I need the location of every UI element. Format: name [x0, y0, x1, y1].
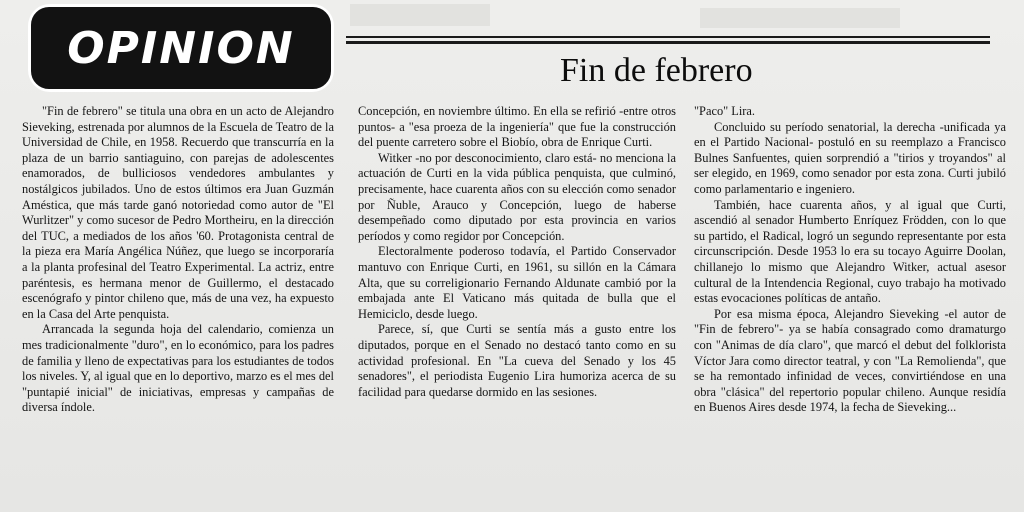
article-paragraph: Parece, sí, que Curti se sentía más a gusto entre los diputados, porque en el Senado no destacó tanto como en su actividad profesional. En "La cueva del Senado y los 45 senadores", el periodista Eugenio Lira humoriza acerca de su facilidad para quedarse dormido en las sesiones.	[358, 322, 676, 399]
article-headline: Fin de febrero	[560, 52, 753, 89]
article-paragraph: Concepción, en noviembre último. En ella se refirió -entre otros puntos- a "esa proeza de la ingeniería" que fue la construcción del puente carretero sobre el Biobío, obra de Enrique Curti.	[358, 104, 676, 150]
article-paragraph: Arrancada la segunda hoja del calendario, comienza un mes tradicionalmente "duro", en lo económico, para los padres de familia y lleno de expectativas para los estudiantes de todos los niveles. Y, al igual que en lo deportivo, marzo es el mes del "puntapié inicial" de iniciativas, empresas y campañas de diversa índole.	[22, 322, 334, 415]
article-paragraph: Electoralmente poderoso todavía, el Partido Conservador mantuvo con Enrique Curti, en 1961, su sillón en la Cámara Alta, que su correligionario Fernando Aldunate cambió por la embajada ante El Vaticano más quitada de bulla que el Hemiciclo, desde luego.	[358, 244, 676, 321]
article-paragraph: Witker -no por desconocimiento, claro está- no menciona la actuación de Curti en la vida pública penquista, que culminó, precisamente, hace cuarenta años con su elección como senador por Ñuble, Arauco y Concepción, luego de haberse desempeñado como diputado por esta provincia en varios períodos y como regidor por Concepción.	[358, 150, 676, 243]
section-badge-label: OPINION	[67, 22, 295, 74]
article-column-1	[22, 104, 334, 512]
bleed-through-mark	[350, 4, 490, 26]
article-paragraph: "Paco" Lira.	[694, 104, 756, 118]
article-paragraph: Por esa misma época, Alejandro Sieveking -el autor de "Fin de febrero"- ya se había consagrado como dramaturgo con "Animas de día claro", que marcó el debut del folklorista Víctor Jara como director teatral, y con "La Remolienda", que se ha remontado infinidad de veces, convirtiéndose en una obra "clásica" del repertorio popular chileno. Aunque residía en Buenos Aires desde 1974, la fecha de Sieveking...	[694, 306, 1006, 415]
bleed-through-mark	[700, 8, 900, 28]
article-column-3	[694, 104, 1006, 512]
header-rule-thin	[346, 36, 990, 38]
section-badge-inner	[31, 7, 331, 89]
section-badge	[28, 4, 334, 92]
article-column-2	[358, 104, 676, 512]
article-paragraph: "Fin de febrero" se titula una obra en un acto de Alejandro Sieveking, estrenada por alumnos de la Escuela de Teatro de la Universidad de Chile, en 1958. Recuerdo que transcurría en la plaza de un barrio santiaguino, con parejas de adolescentes enamorados, de bulliciosos vendedores ambulantes y nostálgicos jubilados. Uno de estos últimos era Juan Guzmán Améstica, que más tarde ganó notoriedad como autor de "El Wurlitzer" y como sucesor de Pedro Mortheiru, en la dirección del TUC, a mediados de los años '60. Protagonista central de la pieza era María Angélica Núñez, que luego se incorporaría a la planta profesinal del Teatro Experimental. La actriz, entre paréntesis, es hermana menor de Guillermo, el destacado escenógrafo y pintor chileno que, más de una vez, ha expuesto en la Casa del Arte penquista.	[22, 104, 334, 321]
article-paragraph: También, hace cuarenta años, y al igual que Curti, ascendió al senador Humberto Enríquez Frödden, con lo que su partido, el Radical, logró un segundo representante por esta circunscripción. Desde 1953 lo era su tocayo Aguirre Doolan, chillanejo lo mismo que Alejandro Witker, actual asesor cultural de la Intendencia Regional, cuyo trabajo ha motivado estas evocaciones políticas de antaño.	[694, 197, 1006, 306]
article-paragraph: Concluido su período senatorial, la derecha -unificada ya en el Partido Nacional- postuló en su reemplazo a Francisco Bulnes Sanfuentes, quien sorprendió a "tirios y troyandos" al ser elegido, en 1969, como senador por esta zona. Curti jubiló como parlamentario e ingeniero.	[694, 119, 1006, 196]
header-rule-thick	[346, 41, 990, 44]
